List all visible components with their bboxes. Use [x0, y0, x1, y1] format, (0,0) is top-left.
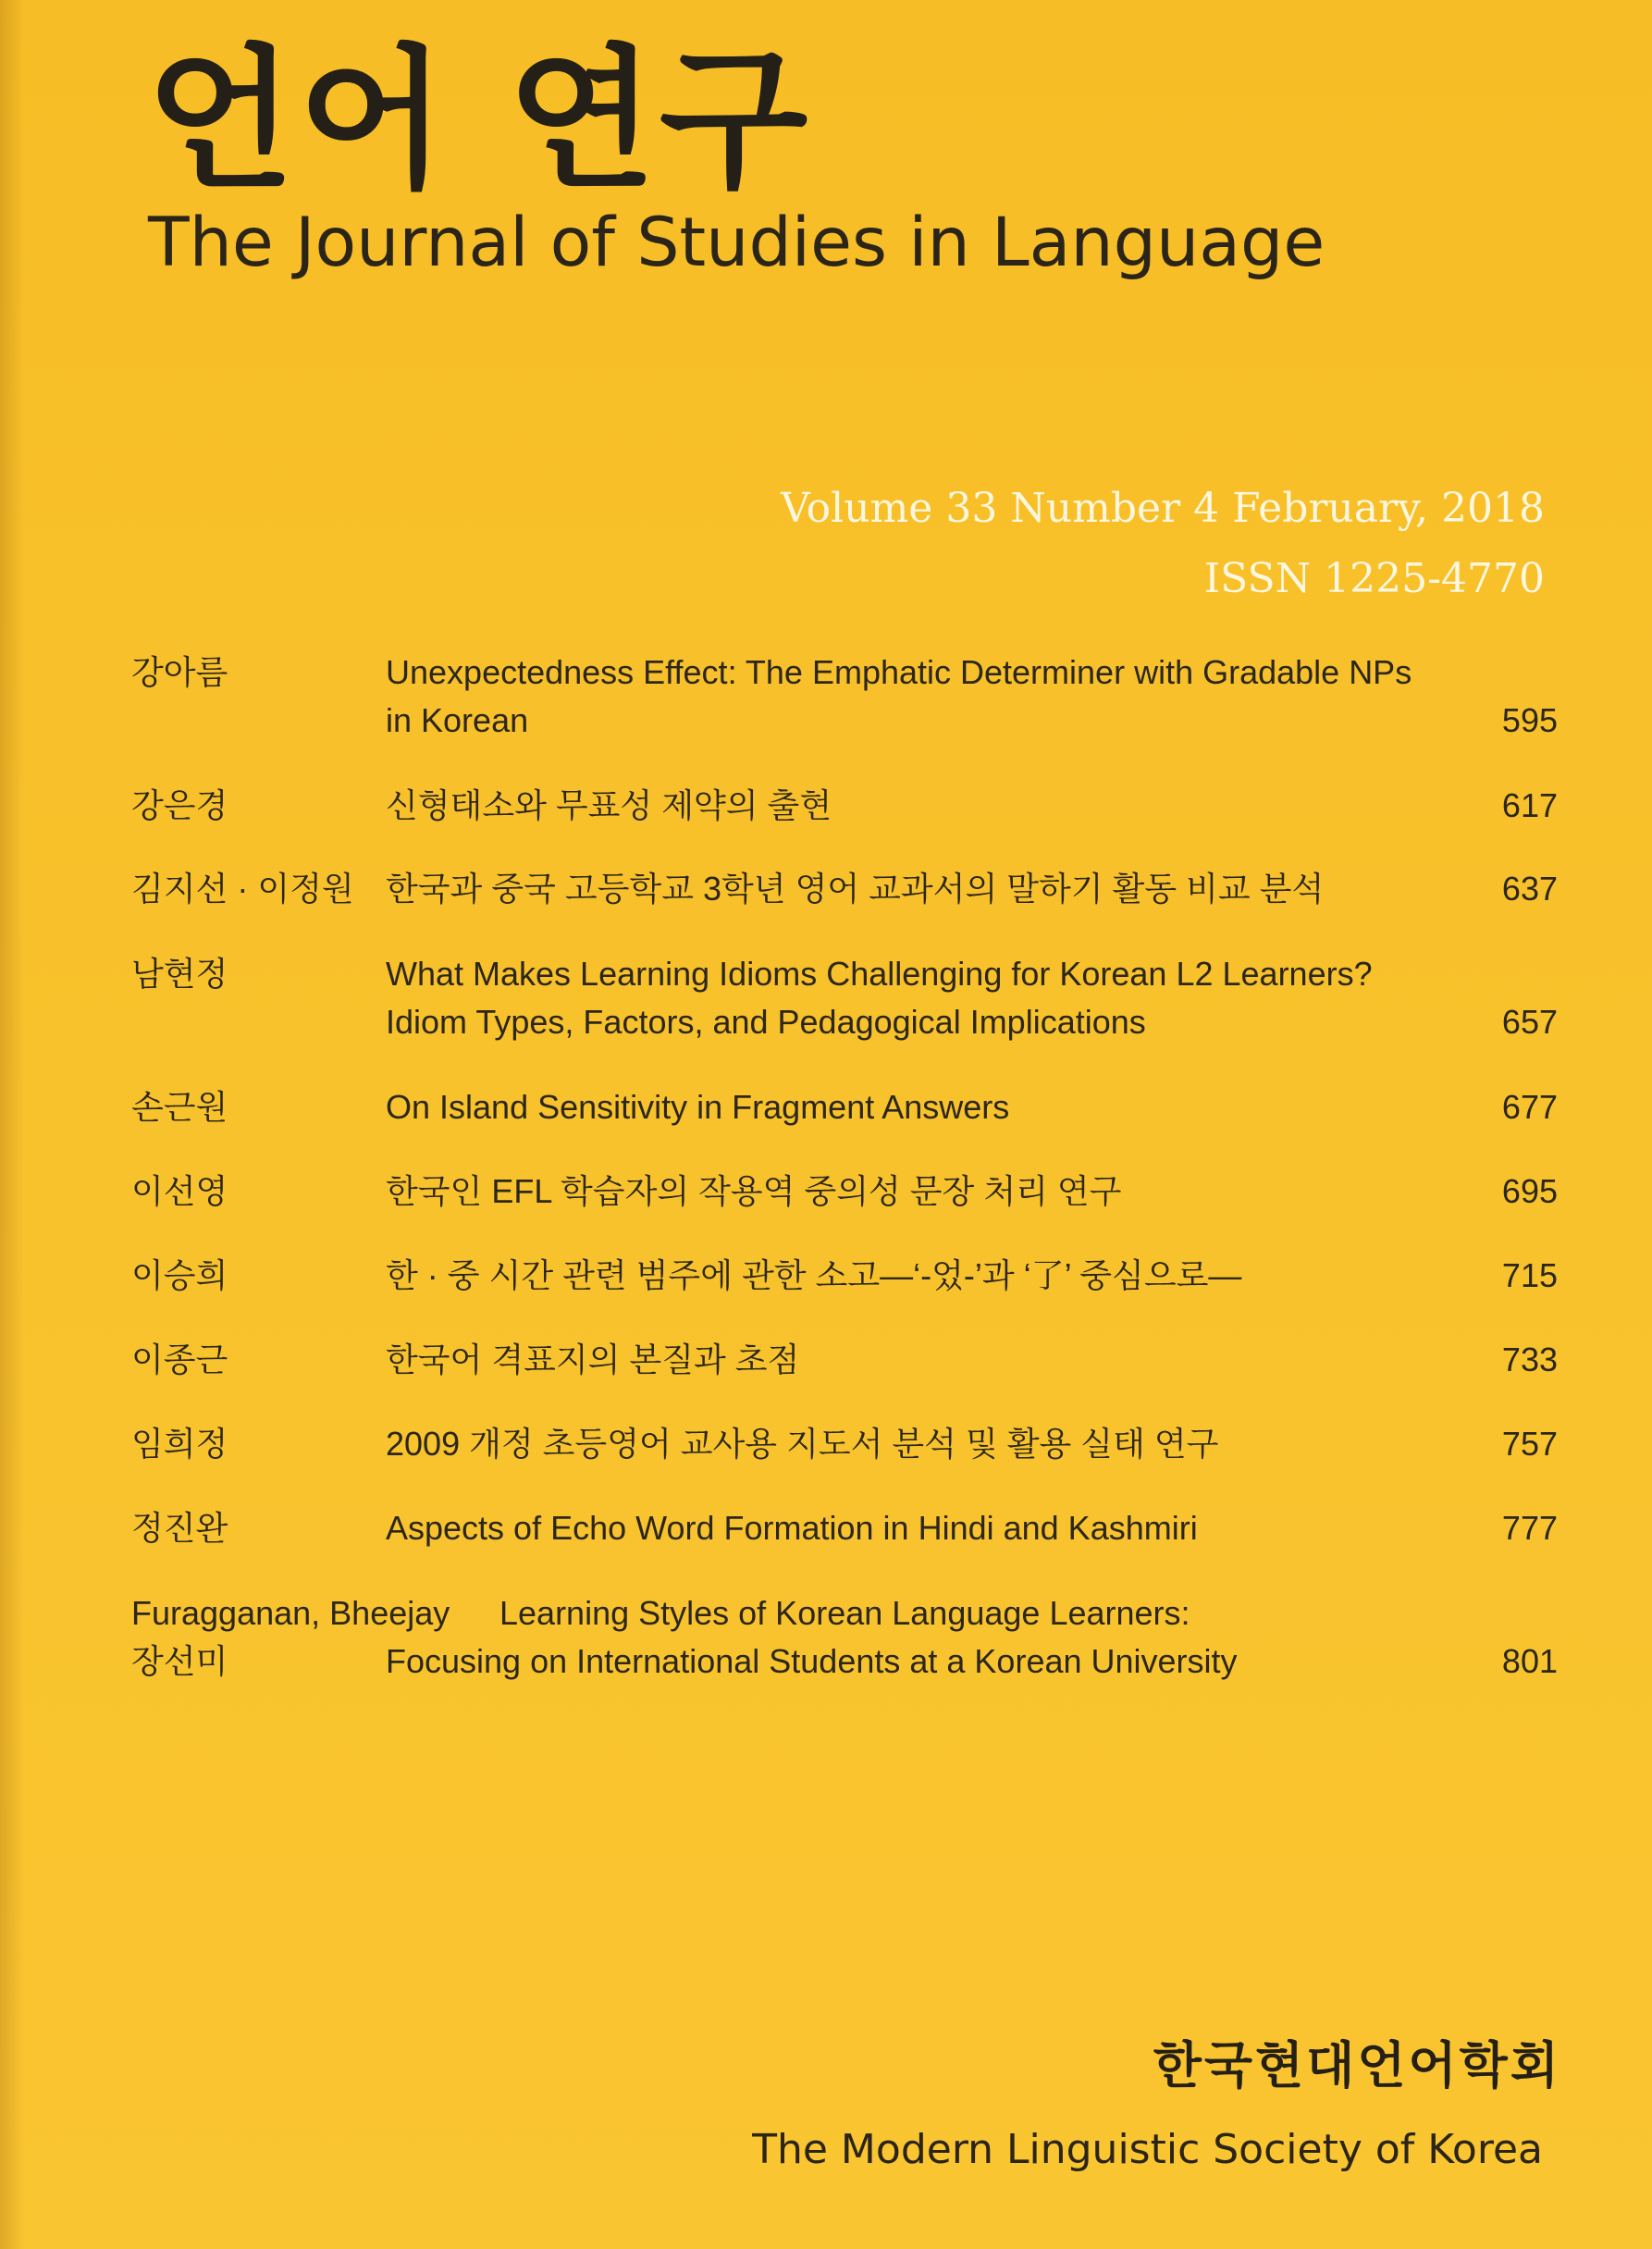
- toc-entry: [0, 1589, 1652, 1686]
- toc-page-number: 637: [1501, 870, 1558, 908]
- toc-article-title: [386, 782, 1477, 830]
- toc-title-line: 한국과 중국 고등학교 3학년 영어 교과서의 말하기 활동 비교 분석: [386, 870, 1325, 908]
- toc-entry: [0, 1504, 1652, 1552]
- toc-article-title: [386, 950, 1477, 1046]
- toc-author: 남현정: [131, 955, 228, 993]
- toc-article-title: [386, 1589, 1591, 1686]
- toc-article-title: [386, 1252, 1477, 1300]
- toc-entry: [0, 782, 1652, 830]
- toc-author: 이선영: [131, 1172, 228, 1210]
- toc-title-line: 신형태소와 무표성 제약의 출현: [386, 786, 832, 824]
- toc-article-title: [386, 1083, 1477, 1131]
- toc-title-line: Focusing on International Students at a Korean University: [386, 1642, 1238, 1680]
- toc-title-line: Unexpectedness Effect: The Emphatic Determiner with Gradable NPs: [386, 653, 1412, 691]
- toc-author: Furagganan, Bheejay: [131, 1594, 450, 1632]
- toc-page-number: 677: [1501, 1088, 1558, 1126]
- toc-coauthor: 장선미: [131, 1642, 228, 1680]
- toc-entry: [0, 865, 1652, 913]
- toc-entry: [0, 1336, 1652, 1384]
- toc-article-title: [386, 1504, 1477, 1552]
- toc-author: 이승희: [131, 1256, 228, 1294]
- toc-title-line: in Korean: [386, 701, 529, 739]
- toc-title-line: What Makes Learning Idioms Challenging for Korean L2 Learners?: [386, 955, 1373, 993]
- toc-title-line: 2009 개정 초등영어 교사용 지도서 분석 및 활용 실태 연구: [386, 1425, 1219, 1463]
- toc-article-title: [386, 649, 1477, 745]
- toc-title-line: Idiom Types, Factors, and Pedagogical Implications: [386, 1003, 1146, 1041]
- toc-author: 임희정: [131, 1425, 228, 1463]
- toc-entry: [0, 649, 1652, 745]
- toc-title-line: 한 · 중 시간 관련 범주에 관한 소고―‘-었-’과 ‘了’ 중심으로―: [386, 1256, 1242, 1294]
- toc-entry: [0, 1168, 1652, 1216]
- toc-page-number: 715: [1501, 1256, 1558, 1294]
- publisher-name-english: The Modern Linguistic Society of Korea: [752, 2126, 1543, 2173]
- toc-entry: [0, 1083, 1652, 1131]
- toc-title-line: Learning Styles of Korean Language Learners:: [499, 1594, 1190, 1632]
- toc-page-number: 695: [1501, 1172, 1558, 1210]
- toc-page-number: 617: [1501, 786, 1558, 824]
- toc-author: 김지선 · 이정원: [131, 870, 354, 908]
- toc-page-number: 777: [1501, 1509, 1558, 1547]
- toc-author: 정진완: [131, 1509, 228, 1547]
- toc-page-number: 657: [1501, 1003, 1558, 1041]
- toc-title-line: 한국인 EFL 학습자의 작용역 중의성 문장 처리 연구: [386, 1172, 1122, 1210]
- publisher-name-korean: 한국현대언어학회: [1153, 2036, 1561, 2095]
- toc-title-line: 한국어 격표지의 본질과 초점: [386, 1341, 800, 1378]
- toc-page-number: 595: [1501, 701, 1558, 739]
- toc-article-title: [386, 865, 1477, 913]
- toc-article-title: [386, 1168, 1477, 1216]
- toc-entry: [0, 1420, 1652, 1468]
- toc-author: 강은경: [131, 786, 228, 824]
- toc-author: 강아름: [131, 653, 228, 691]
- toc-page-number: 757: [1501, 1425, 1558, 1463]
- toc-author: 이종근: [131, 1341, 228, 1378]
- toc-title-line: Aspects of Echo Word Formation in Hindi and Kashmiri: [386, 1509, 1198, 1547]
- toc-article-title: [386, 1336, 1477, 1384]
- toc-entry: [0, 1252, 1652, 1300]
- toc-title-line: On Island Sensitivity in Fragment Answers: [386, 1088, 1010, 1126]
- toc-article-title: [386, 1420, 1477, 1468]
- journal-title-english: The Journal of Studies in Language: [148, 204, 1325, 282]
- toc-entry: [0, 950, 1652, 1046]
- issn: ISSN 1225-4770: [1203, 555, 1545, 602]
- toc-page-number: 801: [1501, 1642, 1558, 1680]
- issue-info: Volume 33 Number 4 February, 2018: [780, 485, 1545, 532]
- toc-author: 손근원: [131, 1088, 228, 1126]
- journal-title-korean: 언어 연구: [146, 31, 812, 210]
- toc-page-number: 733: [1501, 1341, 1558, 1378]
